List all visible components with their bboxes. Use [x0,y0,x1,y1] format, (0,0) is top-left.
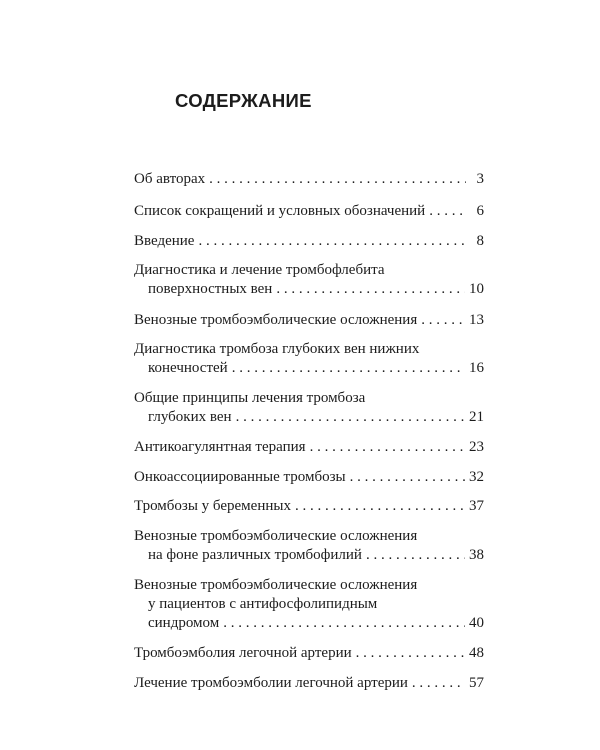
toc-entry[interactable] [134,468,484,487]
toc-entry-text: Общие принципы лечения тромбоза [134,390,366,406]
toc-entry-text: Венозные тромбоэмболические осложнения [134,528,418,544]
toc-page-number: 23 [469,439,484,455]
dot-leader [412,674,465,693]
toc-entry[interactable] [134,389,484,427]
toc-entry[interactable] [134,674,484,693]
toc-entry[interactable] [134,527,484,565]
toc-entry[interactable] [134,340,484,378]
dot-leader [276,280,465,299]
toc-page-number: 6 [476,203,484,219]
toc-entry-text: Венозные тромбоэмболические осложнения [134,312,418,328]
toc-entry-text: Об авторах [134,171,206,187]
dot-leader [223,614,465,633]
dot-leader [429,202,466,221]
dot-leader [236,408,465,427]
toc-page-number: 57 [469,675,484,691]
toc-entry-text: поверхностных вен [148,281,273,297]
toc-entry-text: синдромом [148,615,220,631]
toc-page-number: 8 [476,233,484,249]
toc-entry-text: Лечение тромбоэмболии легочной артерии [134,675,408,691]
toc-entry-text: Онкоассоциированные тромбозы [134,469,346,485]
toc-entry-text: конечностей [148,360,228,376]
dot-leader [421,311,465,330]
toc-page-number: 21 [469,409,484,425]
toc-entry-text: на фоне различных тромбофилий [148,547,362,563]
dot-leader [232,359,465,378]
toc-page-number: 40 [469,615,484,631]
toc-entry-text: Список сокращений и условных обозначений [134,203,426,219]
toc-entry-text: Тромбозы у беременных [134,498,291,514]
dot-leader [209,170,466,189]
toc-page-number: 13 [469,312,484,328]
toc-entry-text: Венозные тромбоэмболические осложнения [134,577,418,593]
toc-title: СОДЕРЖАНИЕ [175,90,312,111]
toc-entry-text: у пациентов с антифосфолипидным [148,596,378,612]
toc-entry-text: Введение [134,233,195,249]
dot-leader [310,438,465,457]
toc-page-number: 16 [469,360,484,376]
toc-page-number: 10 [469,281,484,297]
toc-entry[interactable] [134,202,484,221]
toc-entry-text: глубоких вен [148,409,232,425]
toc-entry[interactable] [134,438,484,457]
toc-entry[interactable] [134,311,484,330]
dot-leader [295,497,465,516]
toc-entry[interactable] [134,232,484,251]
toc-entry-text: Диагностика и лечение тромбофлебита [134,262,385,278]
toc-entry[interactable] [134,576,484,633]
dot-leader [356,644,465,663]
toc-page-number: 37 [469,498,484,514]
toc-page-number: 32 [469,469,484,485]
toc-page-number: 3 [476,171,484,187]
toc-page-number: 48 [469,645,484,661]
dot-leader [198,232,466,251]
toc-entry[interactable] [134,170,484,189]
dot-leader [366,546,465,565]
toc-entry[interactable] [134,261,484,299]
dot-leader [350,468,465,487]
toc-page-number: 38 [469,547,484,563]
toc-entry[interactable] [134,644,484,663]
toc-entry-text: Диагностика тромбоза глубоких вен нижних [134,341,420,357]
toc-entry-text: Антикоагулянтная терапия [134,439,306,455]
toc-entry-text: Тромбоэмболия легочной артерии [134,645,352,661]
toc-entry[interactable] [134,497,484,516]
